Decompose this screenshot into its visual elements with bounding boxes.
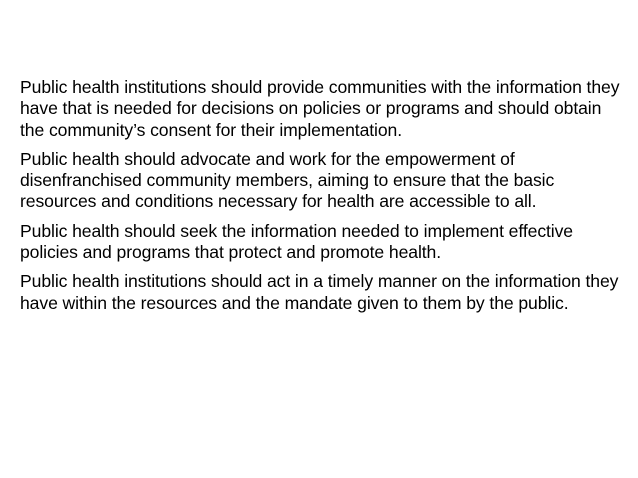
paragraph-timely-action: Public health institutions should act in a timely manner on the information they have within the resources and the mandate given to them by the public.	[20, 271, 619, 313]
paragraph-information-seeking: Public health should seek the information needed to implement effective policies and programs that protect and promote health.	[20, 220, 573, 263]
slide-body	[20, 77, 628, 322]
paragraph-empowerment: Public health should advocate and work for the empowerment of disenfranchised community members, aiming to ensure that the basic resources and conditions necessary for health are accessible to all.	[20, 148, 555, 212]
paragraph-community-consent: Public health institutions should provide communities with the information they have that is needed for decisions on policies or programs and should obtain the community’s consent for their implementation.	[20, 77, 620, 140]
